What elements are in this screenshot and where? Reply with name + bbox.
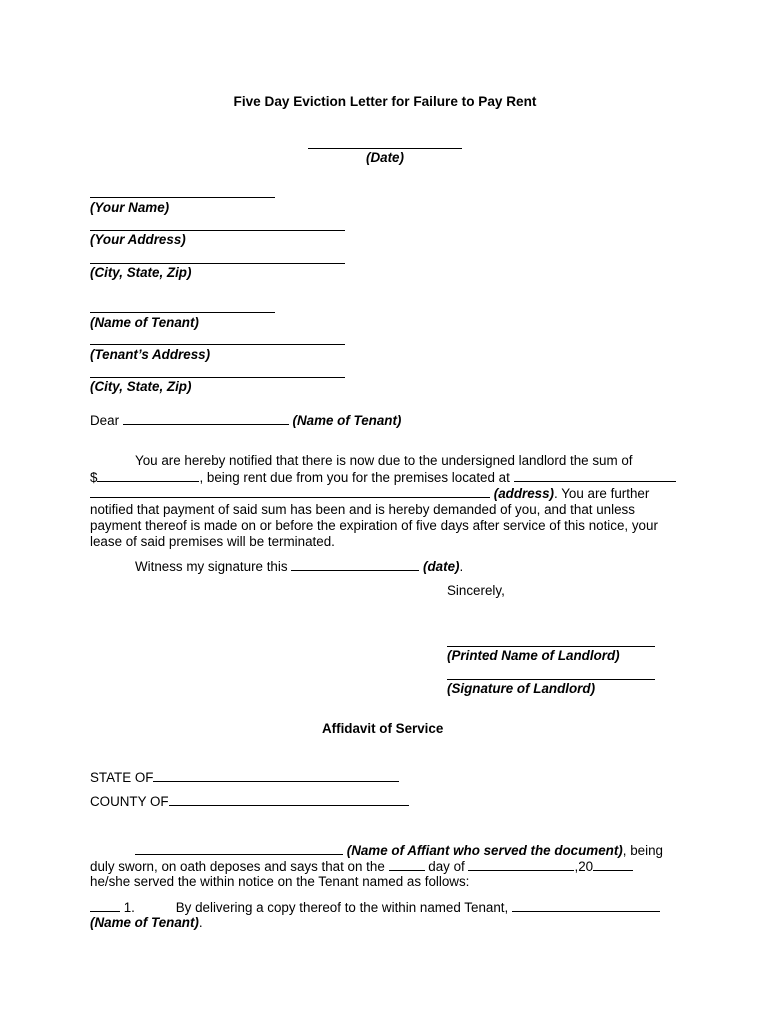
witness-end: .	[459, 559, 464, 574]
item-1-tenant-blank[interactable]	[512, 899, 660, 912]
county-blank[interactable]	[169, 793, 409, 806]
month-blank[interactable]	[468, 858, 574, 871]
body-rest: notified that payment of said sum has been and is hereby demanded of you, and that unless payment thereof is made on or before the expiration of five days after service of this notice, your lease of said premises will be terminated.	[90, 502, 658, 550]
printed-name-line[interactable]	[447, 646, 655, 647]
state-label: STATE OF	[90, 770, 154, 785]
sworn-text-2: day of	[428, 859, 465, 874]
witness-date-label: (date)	[423, 559, 460, 574]
your-name-line[interactable]	[90, 197, 275, 198]
premises-address-blank-2[interactable]	[90, 485, 490, 498]
state-blank[interactable]	[153, 769, 399, 782]
your-address-line[interactable]	[90, 230, 345, 231]
premises-address-blank[interactable]	[514, 469, 676, 482]
tenant-name-line[interactable]	[90, 312, 275, 313]
sworn-text-3: ,20	[574, 859, 594, 874]
signature-label: (Signature of Landlord)	[447, 681, 596, 696]
sworn-line	[90, 858, 633, 874]
body-line-3	[90, 485, 649, 501]
body-line-1: You are hereby notified that there is now due to the undersigned landlord the sum of	[135, 453, 633, 468]
served-line: he/she served the within notice on the Tenant named as follows:	[90, 874, 470, 889]
body-line-2-text: , being rent due from you for the premises located at	[199, 470, 510, 485]
county-label: COUNTY OF	[90, 794, 169, 809]
item-1-label-row	[90, 915, 203, 930]
your-address-label: (Your Address)	[90, 232, 186, 247]
affiant-suffix: , being	[622, 843, 663, 858]
salutation-name-blank[interactable]	[123, 412, 289, 425]
tenant-address-label: (Tenant’s Address)	[90, 347, 211, 362]
affiant-label: (Name of Affiant who served the document)	[346, 843, 623, 858]
salutation	[90, 412, 401, 428]
rent-amount-blank[interactable]	[97, 469, 199, 482]
state-row	[90, 769, 399, 785]
date-line[interactable]	[308, 148, 462, 149]
affidavit-heading: Affidavit of Service	[322, 721, 444, 736]
your-name-label: (Your Name)	[90, 200, 170, 215]
sincerely-text: Sincerely,	[447, 583, 505, 598]
body-line-2	[90, 469, 676, 485]
item-1-check-blank[interactable]	[90, 899, 120, 912]
item-1-number: 1.	[123, 900, 135, 915]
date-label: (Date)	[366, 150, 404, 165]
item-1-end: .	[198, 915, 203, 930]
tenant-address-line[interactable]	[90, 344, 345, 345]
item-1-text: By delivering a copy thereof to the within named Tenant,	[175, 900, 509, 915]
signature-line[interactable]	[447, 679, 655, 680]
tenant-city-line[interactable]	[90, 377, 345, 378]
item-1-label: (Name of Tenant)	[90, 915, 199, 930]
salutation-prefix: Dear	[90, 413, 120, 428]
witness-text: Witness my signature this	[135, 559, 288, 574]
salutation-name-label: (Name of Tenant)	[292, 413, 402, 428]
your-city-label: (City, State, Zip)	[90, 265, 192, 280]
your-city-line[interactable]	[90, 263, 345, 264]
affiant-line	[135, 842, 663, 858]
day-blank[interactable]	[389, 858, 425, 871]
affiant-name-blank[interactable]	[135, 842, 343, 855]
dollar-sign: $	[90, 470, 98, 485]
county-row	[90, 793, 409, 809]
tenant-name-label: (Name of Tenant)	[90, 315, 199, 330]
witness-line	[135, 558, 463, 574]
tenant-city-label: (City, State, Zip)	[90, 379, 192, 394]
service-item-1	[90, 899, 660, 915]
document-title: Five Day Eviction Letter for Failure to Pay Rent	[233, 94, 537, 109]
body-line-3-suffix: . You are further	[554, 486, 650, 501]
year-blank[interactable]	[593, 858, 633, 871]
address-label: (address)	[493, 486, 555, 501]
printed-name-label: (Printed Name of Landlord)	[447, 648, 620, 663]
witness-date-blank[interactable]	[291, 558, 419, 571]
sworn-text-1: duly sworn, on oath deposes and says that on the	[90, 859, 385, 874]
